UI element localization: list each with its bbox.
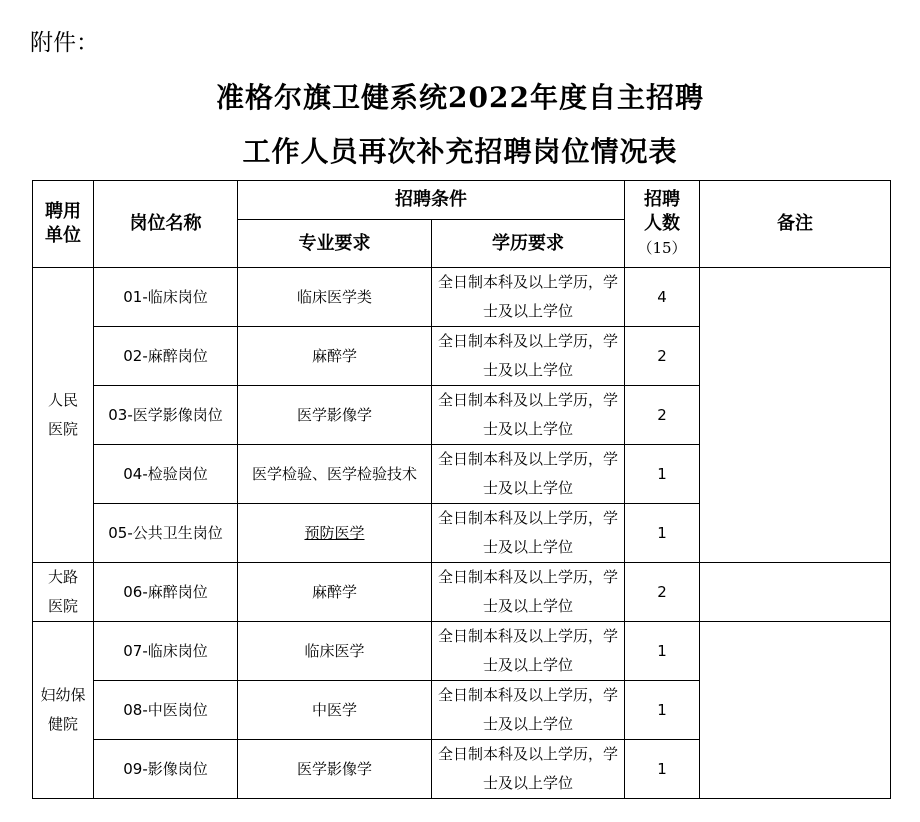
education-cell: 全日制本科及以上学历，学士及以上学位 [432, 563, 625, 622]
major-cell: 医学影像学 [238, 386, 432, 445]
table-body [33, 268, 891, 799]
major-cell: 麻醉学 [238, 563, 432, 622]
count-cell: 1 [625, 504, 700, 563]
table-row [33, 563, 891, 622]
remark-cell [700, 268, 891, 563]
position-cell: 03-医学影像岗位 [94, 386, 238, 445]
header-count-line2: 人数 [644, 213, 680, 234]
position-cell: 09-影像岗位 [94, 740, 238, 799]
position-cell: 08-中医岗位 [94, 681, 238, 740]
education-cell: 全日制本科及以上学历，学士及以上学位 [432, 681, 625, 740]
position-cell: 02-麻醉岗位 [94, 327, 238, 386]
count-cell: 2 [625, 327, 700, 386]
major-cell [238, 504, 432, 563]
table-header [33, 181, 891, 268]
major-text-underlined: 预防医学 [304, 523, 365, 542]
education-cell: 全日制本科及以上学历，学士及以上学位 [432, 504, 625, 563]
major-cell: 医学检验、医学检验技术 [238, 445, 432, 504]
remark-cell [700, 563, 891, 622]
count-cell: 1 [625, 445, 700, 504]
unit-cell: 人民医院 [33, 268, 94, 563]
table-row [33, 268, 891, 327]
unit-cell: 大路医院 [33, 563, 94, 622]
major-cell: 临床医学 [238, 622, 432, 681]
header-remarks: 备注 [700, 181, 891, 268]
position-cell: 01-临床岗位 [94, 268, 238, 327]
major-cell: 医学影像学 [238, 740, 432, 799]
unit-cell: 妇幼保健院 [33, 622, 94, 799]
count-cell: 4 [625, 268, 700, 327]
recruitment-table [32, 180, 891, 799]
header-position: 岗位名称 [94, 181, 238, 268]
header-conditions: 招聘条件 [238, 181, 625, 220]
count-cell: 1 [625, 681, 700, 740]
attachment-label: 附件： [30, 30, 99, 56]
header-count-total: （15） [637, 239, 687, 257]
education-cell: 全日制本科及以上学历，学士及以上学位 [432, 622, 625, 681]
header-count [625, 181, 700, 268]
position-cell: 04-检验岗位 [94, 445, 238, 504]
remark-cell [700, 622, 891, 799]
education-cell: 全日制本科及以上学历，学士及以上学位 [432, 740, 625, 799]
header-major: 专业要求 [238, 220, 432, 268]
position-cell: 06-麻醉岗位 [94, 563, 238, 622]
position-cell: 07-临床岗位 [94, 622, 238, 681]
table-row [33, 622, 891, 681]
header-education: 学历要求 [432, 220, 625, 268]
education-cell: 全日制本科及以上学历，学士及以上学位 [432, 327, 625, 386]
major-cell: 麻醉学 [238, 327, 432, 386]
document-title-line1: 准格尔旗卫健系统2022年度自主招聘 [216, 81, 704, 114]
count-cell: 2 [625, 563, 700, 622]
education-cell: 全日制本科及以上学历，学士及以上学位 [432, 386, 625, 445]
count-cell: 1 [625, 740, 700, 799]
position-cell: 05-公共卫生岗位 [94, 504, 238, 563]
major-cell: 中医学 [238, 681, 432, 740]
header-unit: 聘用单位 [33, 181, 94, 268]
count-cell: 1 [625, 622, 700, 681]
document-title-line2: 工作人员再次补充招聘岗位情况表 [242, 135, 678, 168]
education-cell: 全日制本科及以上学历，学士及以上学位 [432, 445, 625, 504]
count-cell: 2 [625, 386, 700, 445]
major-cell: 临床医学类 [238, 268, 432, 327]
header-count-line1: 招聘 [644, 189, 680, 210]
education-cell: 全日制本科及以上学历，学士及以上学位 [432, 268, 625, 327]
